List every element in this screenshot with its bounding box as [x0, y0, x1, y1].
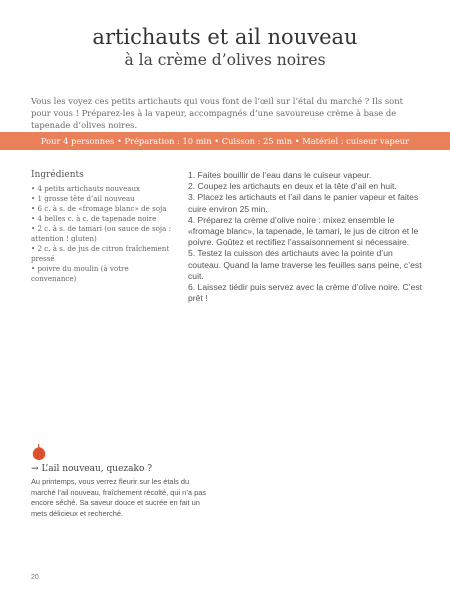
- recipe-title-line-1: artichauts et ail nouveau: [92, 25, 358, 49]
- page-number: 20: [31, 574, 39, 581]
- recipe-title: [0, 24, 450, 70]
- ingredients-list: [31, 184, 171, 284]
- instruction-step: 1. Faites bouillir de l’eau dans le cuiseur vapeur.: [188, 170, 372, 180]
- tip-text: Au printemps, vous verrez fleurir sur les étals du marché l’ail nouveau, fraîchement récolté, qui n’a pas encore séché. Sa saveur douce et sucrée en fait un mets délicieux et recherché.: [31, 477, 207, 518]
- instruction-step: 5. Testez la cuisson des artichauts avec la pointe d’un couteau. Quand la lame traverse les feuilles sans peine, c’est cuit.: [188, 248, 422, 281]
- instruction-step: 2. Coupez les artichauts en deux et la tête d’ail en huit.: [188, 181, 397, 192]
- arrow-right-icon: →: [31, 464, 39, 474]
- ingredient-item: • 2 c. à s. de jus de citron fraîchement pressé: [31, 244, 171, 264]
- tip-body: [31, 477, 206, 519]
- tip-title: L’ail nouveau, quezako ?: [41, 464, 153, 474]
- intro-paragraph: Vous les voyez ces petits artichauts qui vous font de l’œil sur l’étal du marché ? Ils sont pour vous ! Préparez-les à la vapeur, accompagnés d’une savoureuse crème à base de tapenade d’olives noires.: [31, 96, 403, 130]
- instructions-list: [188, 170, 423, 304]
- ingredient-item: • 1 grosse tête d’ail nouveau: [31, 194, 171, 204]
- ingredient-item: • 4 belles c. à c. de tapenade noire: [31, 214, 171, 224]
- ingredient-item: • 6 c. à s. de «fromage blanc» de soja: [31, 204, 171, 214]
- recipe-info-band: Pour 4 personnes • Préparation : 10 min • Cuisson : 25 min • Matériel : cuiseur vapeur: [0, 132, 450, 150]
- garlic-icon: [31, 443, 47, 461]
- recipe-subtitle: à la crème d’olives noires: [124, 51, 326, 69]
- ingredient-item: • poivre du moulin (à votre convenance): [31, 264, 171, 284]
- ingredient-item: • 4 petits artichauts nouveaux: [31, 184, 171, 194]
- instruction-step: 4. Préparez la crème d’olive noire : mixez ensemble le «fromage blanc», la tapenade, le tamari, le jus de citron et le poivre. Goûtez et rectifiez l’assaisonnement si nécessaire.: [188, 214, 419, 248]
- instruction-step: 6. Laissez tiédir puis servez avec la crème d’olive noire. C’est prêt !: [188, 282, 423, 304]
- tip-heading: [31, 464, 152, 474]
- ingredients-heading: Ingrédients: [31, 170, 84, 180]
- instruction-step: 3. Placez les artichauts et l’ail dans le panier vapeur et faites cuire environ 25 min.: [188, 192, 419, 214]
- ingredient-item: • 2 c. à s. de tamari (ou sauce de soja : attention ! gluten): [31, 224, 171, 244]
